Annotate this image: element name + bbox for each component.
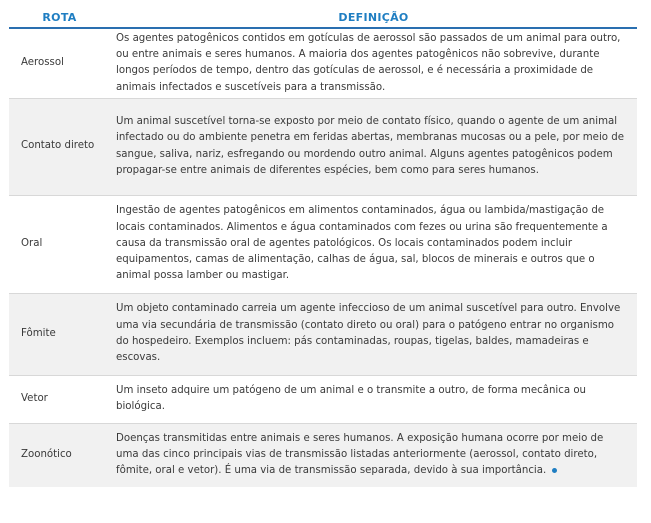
route-cell: Zoonótico: [9, 423, 110, 487]
route-cell: Fômite: [9, 293, 110, 375]
table-row: [9, 195, 637, 293]
definition-text: Doenças transmitidas entre animais e seres humanos. A exposição humana ocorre por meio de uma das cinco principais vias de transmissão listadas anteriormente (aerossol, contato direto, fômite, oral e vetor). É uma via de transmissão separada, devido à sua importância.: [116, 432, 604, 477]
definition-cell: Um animal suscetível torna-se exposto por meio de contato físico, quando o agente de um animal infectado ou do ambiente penetra em feridas abertas, membranas mucosas ou a pele, por meio de sangue, saliva, nariz, esfregando ou mordendo outro animal. Alguns agentes patogênicos podem propagar-se entre animais de diferentes espécies, bem como para seres humanos.: [110, 98, 637, 195]
definition-cell: Um inseto adquire um patógeno de um animal e o transmite a outro, de forma mecânica ou biológica.: [110, 375, 637, 423]
definition-cell: Ingestão de agentes patogênicos em alimentos contaminados, água ou lambida/mastigação de locais contaminados. Alimentos e água contaminados com fezes ou urina são frequentemente a causa da transmissão oral de agentes patológicos. Os locais contaminados podem incluir equipamentos, camas de alimentação, calhas de água, sal, blocos de minerais e outros que o animal possa lamber ou mastigar.: [110, 195, 637, 293]
route-cell: Aerossol: [9, 28, 110, 98]
table-row: [9, 28, 637, 98]
table-row: [9, 98, 637, 195]
table-row: [9, 293, 637, 375]
transmission-routes-table: [9, 7, 637, 487]
definition-cell: [110, 423, 637, 487]
header-definition: DEFINIÇÃO: [110, 7, 637, 28]
route-cell: Contato direto: [9, 98, 110, 195]
definition-cell: Um objeto contaminado carreia um agente infeccioso de um animal suscetível para outro. Envolve uma via secundária de transmissão (contato direto ou oral) para o patógeno entrar no organismo do hospedeiro. Exemplos incluem: pás contaminadas, roupas, tigelas, baldes, mamadeiras e escovas.: [110, 293, 637, 375]
table-header-row: [9, 7, 637, 28]
route-cell: Oral: [9, 195, 110, 293]
table-row: [9, 423, 637, 487]
route-cell: Vetor: [9, 375, 110, 423]
header-route: ROTA: [9, 7, 110, 28]
table-row: [9, 375, 637, 423]
definition-cell: Os agentes patogênicos contidos em gotículas de aerossol são passados de um animal para outro, ou entre animais e seres humanos. A maioria dos agentes patogênicos não sobrevive, durante longos períodos de tempo, dentro das gotículas de aerossol, e é necessária a proximidade de animais infectados e suscetíveis para a transmissão.: [110, 28, 637, 98]
end-marker-icon: [552, 468, 557, 473]
